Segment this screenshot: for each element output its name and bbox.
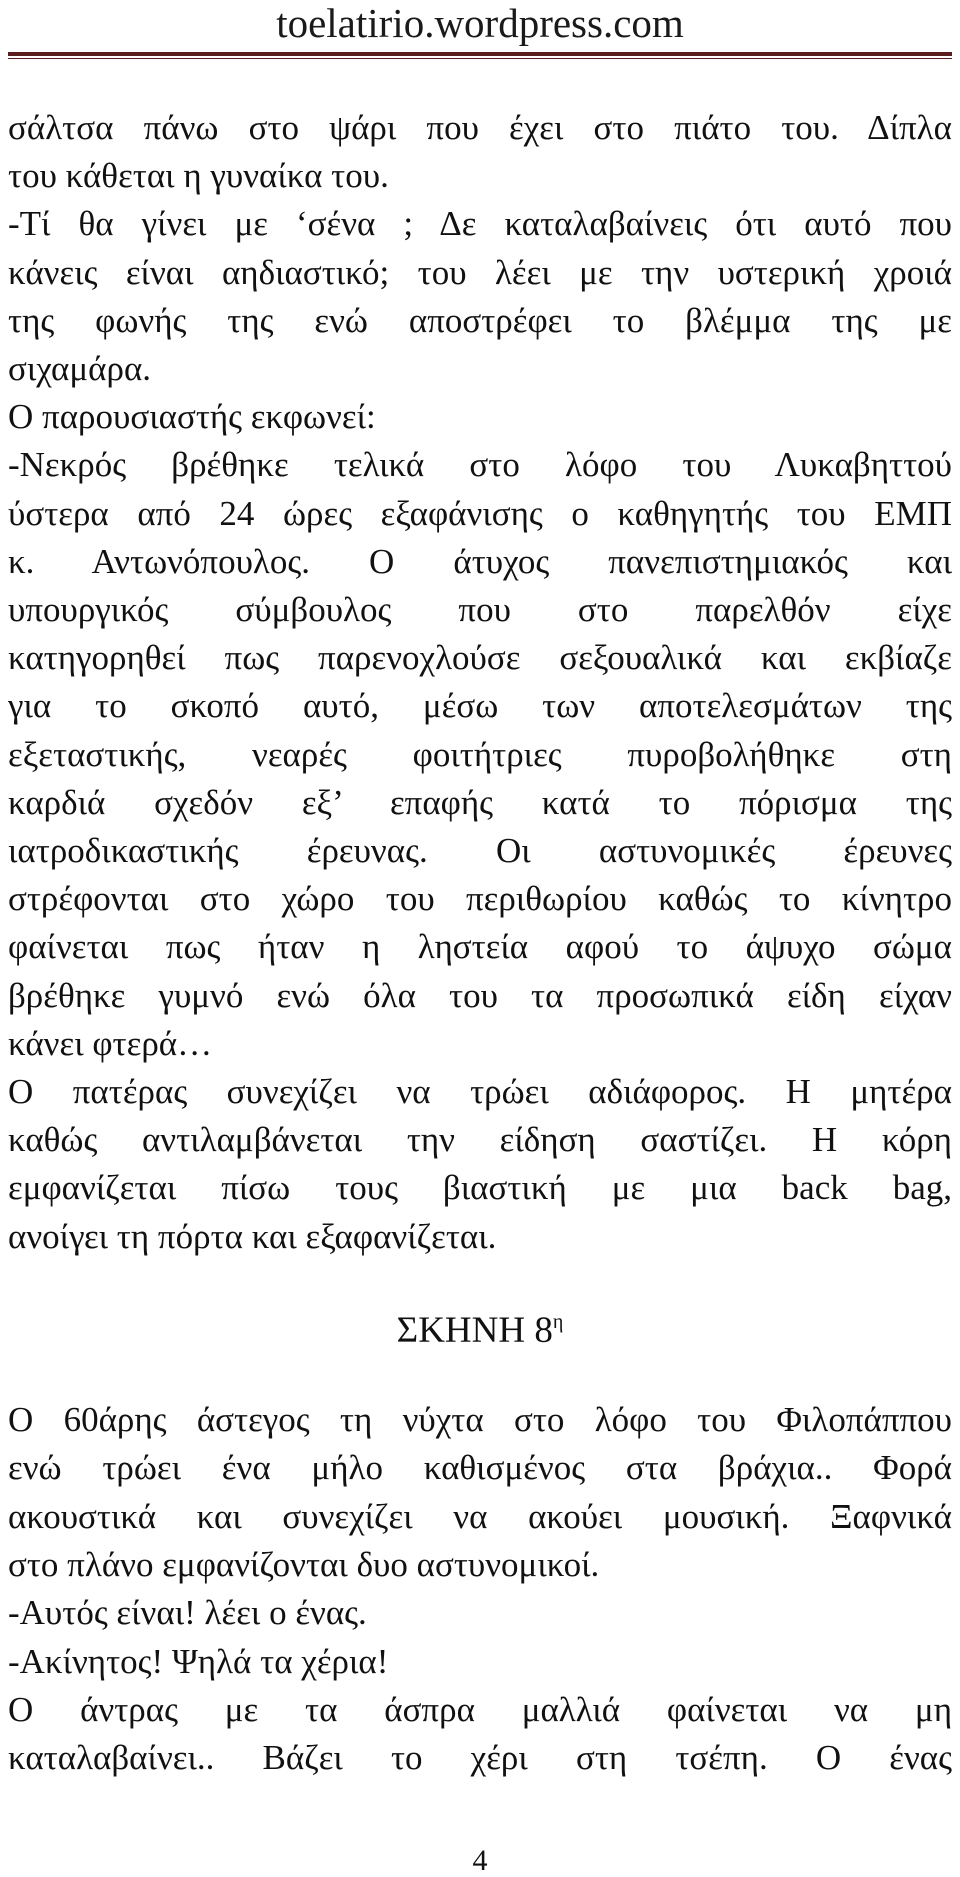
text-line: Ο παρουσιαστής εκφωνεί: xyxy=(8,397,376,437)
text-line: -Αυτός είναι! λέει ο ένας. xyxy=(8,1593,367,1633)
scene-heading xyxy=(0,1300,960,1353)
text-line: στρέφονται στο χώρο του περιθωρίου καθώς το κίνητρο xyxy=(8,879,952,919)
text-line: Ο πατέρας συνεχίζει να τρώει αδιάφορος. Η μητέρα xyxy=(8,1072,952,1111)
text-line: -Ακίνητος! Ψηλά τα χέρια! xyxy=(8,1641,389,1681)
text-line: ύστερα από 24 ώρες εξαφάνισης ο καθηγητής του ΕΜΠ xyxy=(8,493,952,533)
text-line: της φωνής της ενώ αποστρέφει το βλέμμα της με xyxy=(8,300,952,340)
text-line: ενώ τρώει ένα μήλο καθισμένος στα βράχια.. Φορά xyxy=(8,1448,952,1488)
page-number: 4 xyxy=(472,1844,488,1877)
text-line: καθώς αντιλαμβάνεται την είδηση σαστίζει. Η κόρη xyxy=(8,1120,952,1160)
site-title: toelatirio.wordpress.com xyxy=(276,0,684,46)
scene-title: ΣΚΗΝΗ 8 xyxy=(396,1310,553,1351)
text-line: εξεταστικής, νεαρές φοιτήτριες πυροβολήθηκε στη xyxy=(8,734,952,774)
text-line: -Τί θα γίνει με ‘σένα ; Δε καταλαβαίνεις ότι αυτό που xyxy=(8,204,952,244)
text-line: -Νεκρός βρέθηκε τελικά στο λόφο του Λυκαβηττού xyxy=(8,445,952,485)
text-line: βρέθηκε γυμνό ενώ όλα του τα προσωπικά είδη είχαν xyxy=(8,975,952,1015)
text-line: καταλαβαίνει.. Βάζει το χέρι στη τσέπη. Ο ένας xyxy=(8,1738,952,1778)
text-line: κάνεις είναι αηδιαστικό; του λέει με την υστερική χροιά xyxy=(8,252,952,292)
header-rule-thick xyxy=(8,52,952,56)
text-line: σιχαμάρα. xyxy=(8,349,152,388)
text-line: φαίνεται πως ήταν η ληστεία αφού το άψυχο σώμα xyxy=(8,927,952,967)
text-line: κ. Αντωνόπουλος. Ο άτυχος πανεπιστημιακός και xyxy=(8,541,952,581)
text-line: κατηγορηθεί πως παρενοχλούσε σεξουαλικά και εκβίαζε xyxy=(8,638,952,678)
text-line: του κάθεται η γυναίκα του. xyxy=(8,156,389,196)
text-line: σάλτσα πάνω στο ψάρι που έχει στο πιάτο του. Δίπλα xyxy=(8,108,952,147)
text-line: καρδιά σχεδόν εξ’ επαφής κατά το πόρισμα της xyxy=(8,782,952,822)
text-line: εμφανίζεται πίσω τους βιαστική με μια back bag, xyxy=(8,1168,952,1208)
text-line: υπουργικός σύμβουλος που στο παρελθόν είχε xyxy=(8,590,952,629)
header-rule-thin xyxy=(8,58,952,59)
text-line: κάνει φτερά… xyxy=(8,1023,213,1063)
page-header xyxy=(0,0,960,52)
scene-superscript: η xyxy=(552,1311,564,1333)
text-line: ιατροδικαστικής έρευνας. Οι αστυνομικές έρευνες xyxy=(8,831,952,870)
text-line: Ο 60άρης άστεγος τη νύχτα στο λόφο του Φιλοπάππου xyxy=(8,1400,952,1439)
text-line: στο πλάνο εμφανίζονται δυο αστυνομικοί. xyxy=(8,1544,600,1584)
text-line: ανοίγει τη πόρτα και εξαφανίζεται. xyxy=(8,1216,497,1256)
text-line: ακουστικά και συνεχίζει να ακούει μουσική. Ξαφνικά xyxy=(8,1496,952,1536)
text-line: Ο άντρας με τα άσπρα μαλλιά φαίνεται να μη xyxy=(8,1689,952,1729)
text-line: για το σκοπό αυτό, μέσω των αποτελεσμάτων της xyxy=(8,686,952,726)
